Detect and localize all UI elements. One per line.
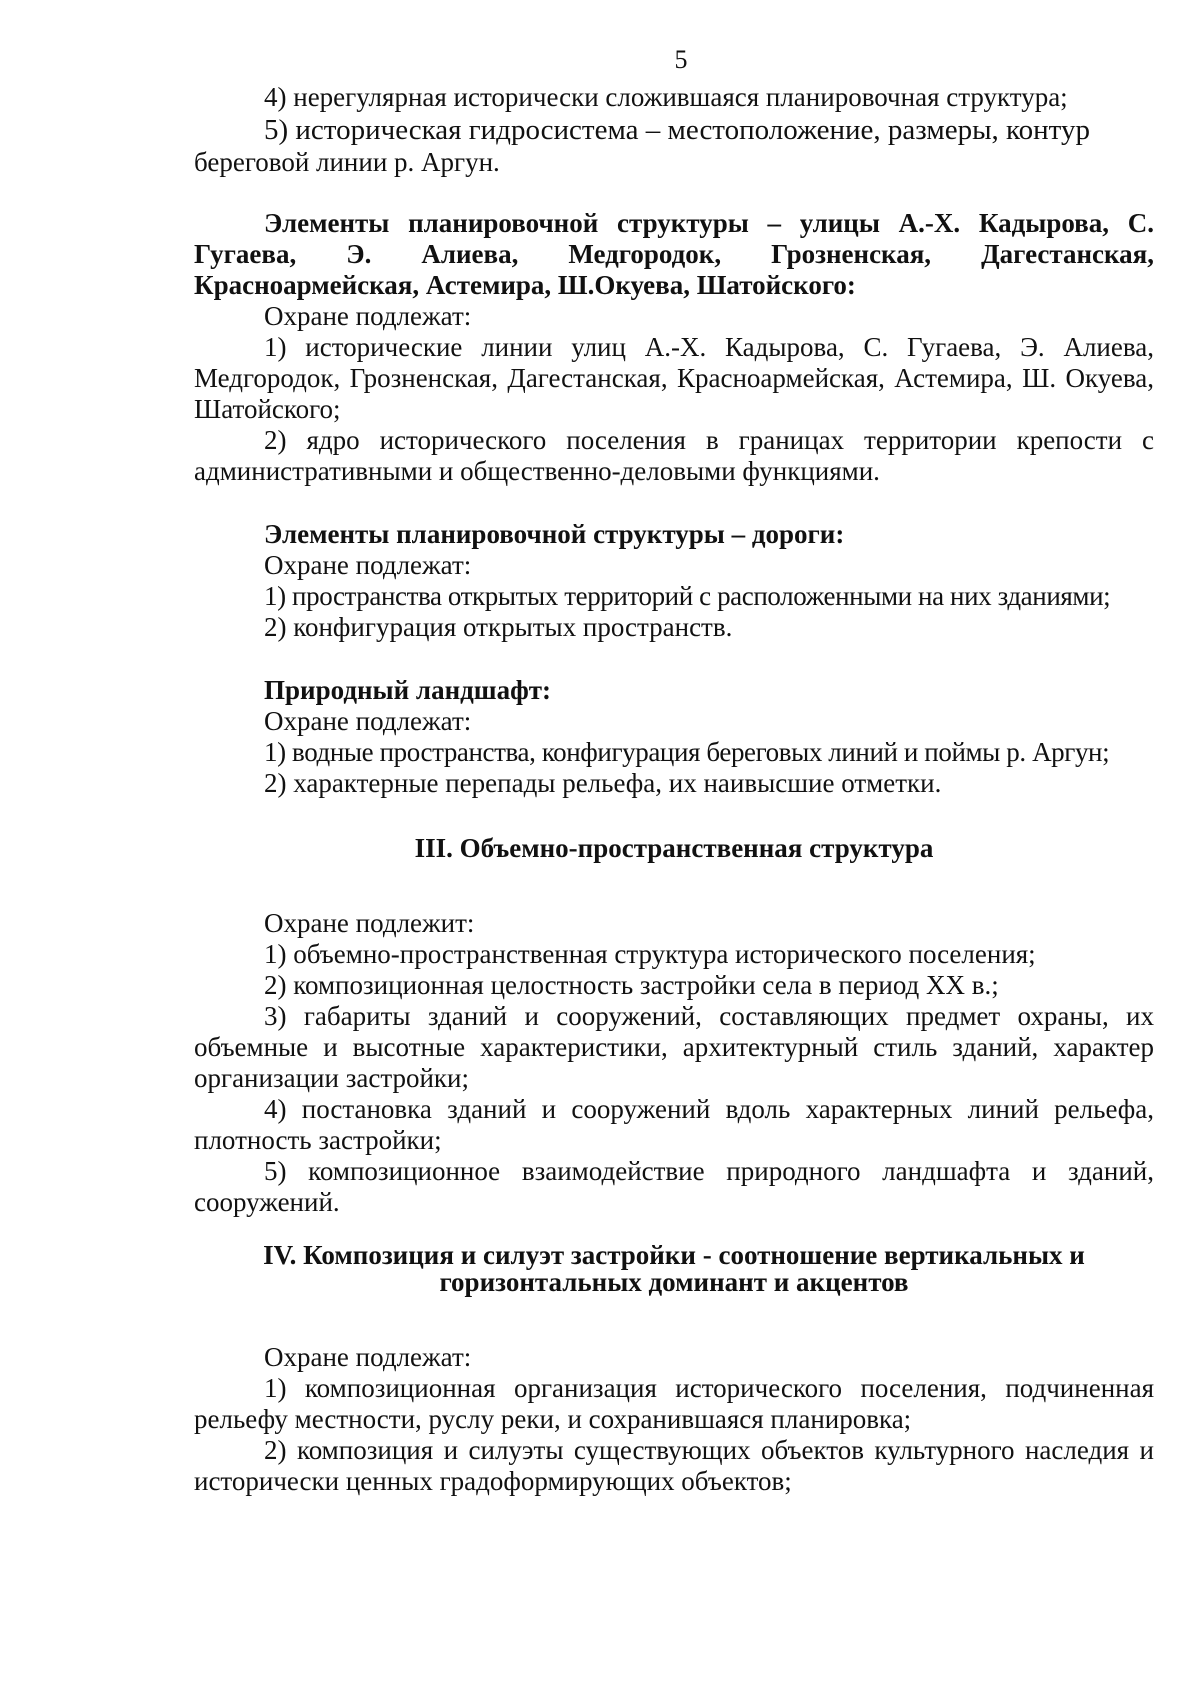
section-streets-item-2: 2) ядро исторического поселения в границах территории крепости с административными и общественно-деловыми функциями. bbox=[194, 425, 1154, 486]
section-streets-lead: Охране подлежат: bbox=[264, 301, 472, 331]
section-iii-title: III. Объемно-пространственная структура bbox=[414, 833, 934, 863]
document-page bbox=[194, 44, 1154, 1497]
section-landscape-item-2: 2) характерные перепады рельефа, их наивысшие отметки. bbox=[264, 768, 942, 798]
intro-item-5-line1: 5) историческая гидросистема – местоположение, размеры, контур bbox=[264, 114, 1090, 146]
section-iv-title-line1: IV. Композиция и силуэт застройки - соотношение вертикальных и bbox=[263, 1240, 1085, 1270]
section-roads-item-2: 2) конфигурация открытых пространств. bbox=[264, 612, 733, 642]
section-roads-item-1: 1) пространства открытых территорий с расположенными на них зданиями; bbox=[264, 581, 1111, 611]
section-landscape-lead: Охране подлежат: bbox=[264, 706, 472, 736]
intro-item-4: 4) нерегулярная исторически сложившаяся планировочная структура; bbox=[264, 82, 1068, 112]
page-number: 5 bbox=[674, 45, 688, 74]
section-roads-heading: Элементы планировочной структуры – дороги: bbox=[264, 519, 845, 549]
section-iv-item-2: 2) композиция и силуэты существующих объектов культурного наследия и исторически ценных градоформирующих объектов; bbox=[194, 1435, 1154, 1496]
section-landscape-item-1: 1) водные пространства, конфигурация береговых линий и поймы р. Аргун; bbox=[264, 737, 1110, 767]
section-iii-lead: Охране подлежит: bbox=[264, 908, 475, 938]
section-landscape-heading: Природный ландшафт: bbox=[264, 675, 552, 705]
section-iv-title bbox=[194, 1242, 1154, 1296]
section-iv-lead: Охране подлежат: bbox=[264, 1342, 472, 1372]
section-iii-item-2: 2) композиционная целостность застройки села в период XX в.; bbox=[264, 970, 999, 1000]
section-iv-title-line2: горизонтальных доминант и акцентов bbox=[439, 1267, 909, 1297]
section-iii-item-3: 3) габариты зданий и сооружений, составляющих предмет охраны, их объемные и высотные характеристики, архитектурный стиль зданий, характер организации застройки; bbox=[194, 1001, 1154, 1093]
section-iii-item-1: 1) объемно-пространственная структура исторического поселения; bbox=[264, 939, 1036, 969]
section-iii-item-4: 4) постановка зданий и сооружений вдоль характерных линий рельефа, плотность застройки; bbox=[194, 1094, 1154, 1155]
section-iii-item-5: 5) композиционное взаимодействие природного ландшафта и зданий, сооружений. bbox=[194, 1156, 1154, 1217]
section-roads-lead: Охране подлежат: bbox=[264, 550, 472, 580]
section-iv-item-1: 1) композиционная организация исторического поселения, подчиненная рельефу местности, руслу реки, и сохранившаяся планировка; bbox=[194, 1373, 1154, 1434]
section-streets-item-1: 1) исторические линии улиц А.-Х. Кадырова, С. Гугаева, Э. Алиева, Медгородок, Грозненская, Дагестанская, Красноармейская, Астемира, Ш. Окуева, Шатойского; bbox=[194, 332, 1154, 424]
section-streets-heading: Элементы планировочной структуры – улицы А.-Х. Кадырова, С. Гугаева, Э. Алиева, Медгородок, Грозненская, Дагестанская, Красноармейская, Астемира, Ш.Окуева, Шатойского: bbox=[194, 208, 1154, 300]
intro-item-5-line2: береговой линии р. Аргун. bbox=[194, 147, 500, 177]
